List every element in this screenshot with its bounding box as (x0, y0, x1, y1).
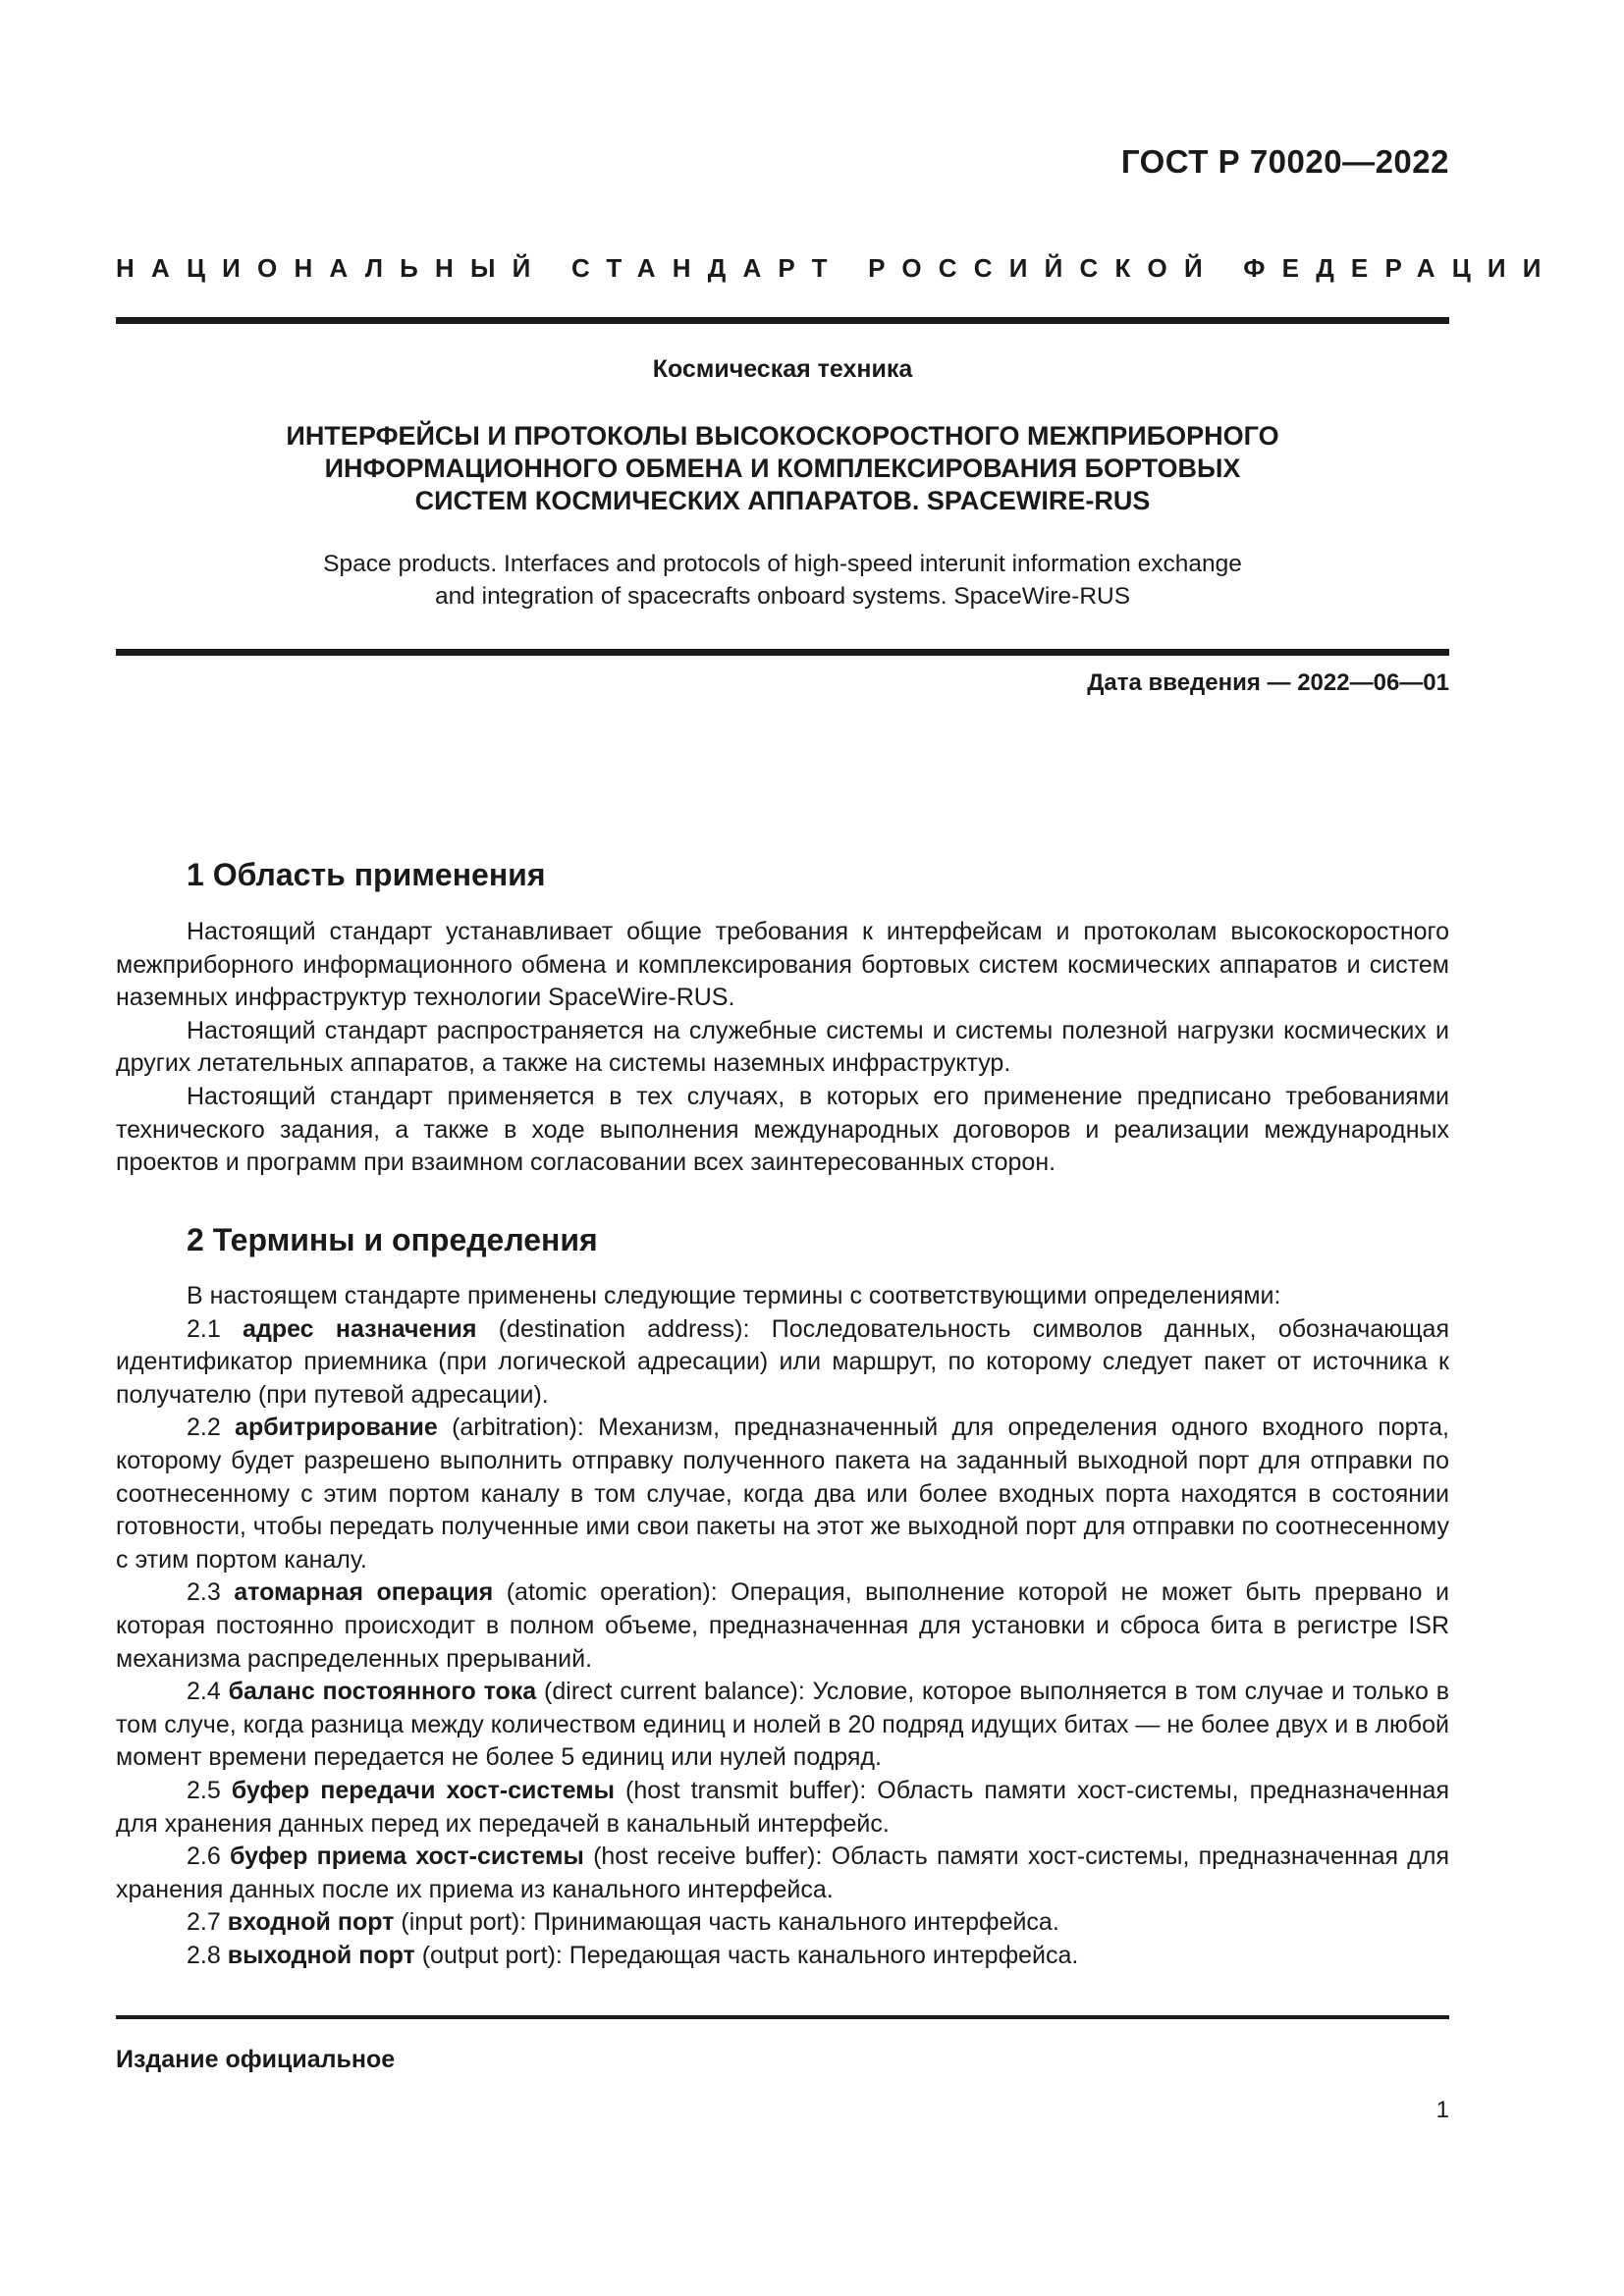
term-entry (116, 1775, 1449, 1841)
term-number: 2.3 (187, 1578, 221, 1607)
category-label: Космическая техника (652, 355, 913, 383)
term-definition: (output port): Передающая часть канального интерфейса. (421, 1941, 1079, 1969)
page-number: 1 (1435, 2097, 1449, 2123)
standard-number: ГОСТ Р 70020—2022 (1120, 143, 1449, 180)
term-entry (116, 1940, 1449, 1973)
term-entry (116, 1313, 1449, 1413)
term-name: атомарная операция (234, 1578, 494, 1607)
term-number: 2.4 (187, 1678, 221, 1706)
title-divider (116, 649, 1449, 656)
paragraph: Настоящий стандарт распространяется на служебные системы и системы полезной нагрузки космических и других летательных аппаратов, а также на системы наземных инфраструктур. (116, 1016, 1449, 1078)
term-number: 2.2 (187, 1414, 221, 1442)
term-definition: (destination address): Последовательность символов данных, обозначающая идентификатор приемника (при логической адресации) или маршрут, по которому следует пакет от источника к получателю (при путевой адресации). (116, 1314, 1449, 1409)
term-number: 2.8 (187, 1941, 221, 1969)
section-2-heading: 2 Термины и определения (187, 1222, 598, 1257)
section-2-body (116, 1280, 1449, 1972)
document-title (116, 420, 1449, 517)
paragraph: Настоящий стандарт применяется в тех случаях, в которых его применение предписано требованиями технического задания, а также в ходе выполнения международных договоров и реализации международных проектов и программ при взаимном согласовании всех заинтересованных сторон. (116, 1082, 1449, 1177)
section-1-body (116, 916, 1449, 1180)
term-definition: (arbitration): Механизм, предназначенный для определения одного входного порта, которому будет разрешено выполнить отправку полученного пакета на заданный выходной порт для отправки по соотнесенному с этим портом каналу в том случае, когда два или более входных порта находятся в состоянии готовности, чтобы передать полученные ими свои пакеты на этот же выходной порт для отправки по соотнесенному с этим портом каналу. (116, 1414, 1450, 1574)
terms-intro: В настоящем стандарте применены следующие термины с соответствующими определениями: (187, 1282, 1281, 1309)
term-definition: (host transmit buffer): Область памяти хост-системы, предназначенная для хранения данных перед их передачей в канальный интерфейс. (116, 1776, 1449, 1838)
term-name: адрес назначения (243, 1314, 477, 1343)
term-entry (116, 1576, 1449, 1676)
term-name: буфер передачи хост-системы (231, 1776, 615, 1804)
term-definition: (atomic operation): Операция, выполнение которой не может быть прервано и которая постоянно происходит в полном объеме, предназначенная для установки и сброса бита в регистре ISR механизма распределенных прерываний. (116, 1578, 1449, 1673)
term-number: 2.1 (187, 1314, 221, 1343)
term-definition: (host receive buffer): Область памяти хост-системы, предназначенная для хранения данных после их приема из канального интерфейса. (116, 1842, 1449, 1903)
english-title (116, 548, 1449, 613)
term-entry (116, 1906, 1449, 1940)
title-line: ИНТЕРФЕЙСЫ И ПРОТОКОЛЫ ВЫСОКОСКОРОСТНОГО МЕЖПРИБОРНОГО (286, 421, 1279, 451)
english-title-line: and integration of spacecrafts onboard systems. SpaceWire-RUS (434, 583, 1131, 610)
term-name: арбитрирование (235, 1414, 438, 1442)
term-name: выходной порт (227, 1941, 415, 1969)
term-number: 2.7 (187, 1908, 221, 1937)
term-definition: (input port): Принимающая часть канального интерфейса. (401, 1908, 1059, 1937)
section-1-heading: 1 Область применения (187, 857, 546, 892)
term-definition: (direct current balance): Условие, которое выполняется в том случае и только в том случе, когда разница между количеством единиц и нолей в 20 подряд идущих битах — не более двух и в любой момент времени передается не более 5 единиц или нулей подряд. (116, 1678, 1449, 1772)
introduction-date: Дата введения — 2022—06—01 (1087, 669, 1449, 696)
top-divider (116, 317, 1449, 324)
term-entry (116, 1412, 1449, 1576)
term-name: буфер приема хост-системы (230, 1842, 584, 1871)
term-entry (116, 1841, 1449, 1906)
national-standard-banner: НАЦИОНАЛЬНЫЙ СТАНДАРТ РОССИЙСКОЙ ФЕДЕРАЦИИ (116, 253, 1558, 283)
term-entry (116, 1676, 1449, 1775)
english-title-line: Space products. Interfaces and protocols of high-speed interunit information exchange (323, 551, 1242, 577)
term-number: 2.6 (187, 1842, 221, 1871)
paragraph: Настоящий стандарт устанавливает общие требования к интерфейсам и протоколам высокоскоростного межприборного информационного обмена и комплексирования бортовых систем космических аппаратов и систем наземных инфраструктур технологии SpaceWire-RUS. (116, 918, 1449, 1012)
term-name: входной порт (227, 1908, 395, 1937)
title-line: СИСТЕМ КОСМИЧЕСКИХ АППАРАТОВ. SPACEWIRE-RUS (414, 486, 1151, 515)
title-line: ИНФОРМАЦИОННОГО ОБМЕНА И КОМПЛЕКСИРОВАНИЯ БОРТОВЫХ (324, 454, 1241, 483)
term-number: 2.5 (187, 1776, 221, 1804)
term-name: баланс постоянного тока (228, 1678, 537, 1706)
edition-label: Издание официальное (116, 2046, 396, 2073)
footer-divider (116, 2015, 1449, 2019)
